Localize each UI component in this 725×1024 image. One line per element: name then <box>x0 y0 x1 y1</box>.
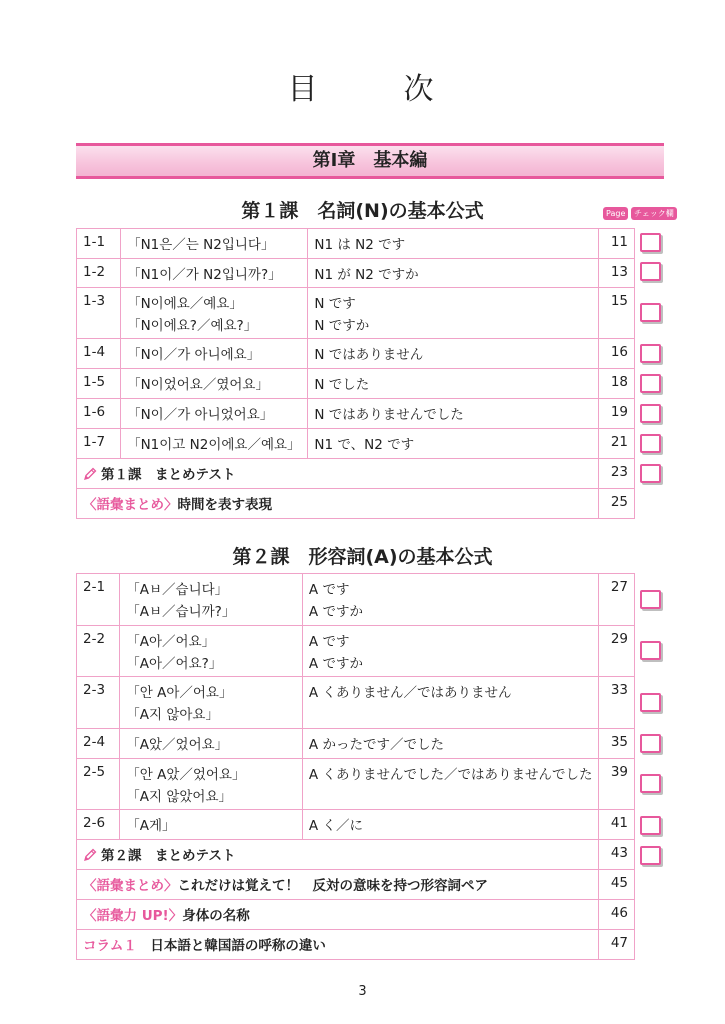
check-box[interactable] <box>640 404 661 423</box>
table-row[interactable] <box>77 229 635 259</box>
entry-meaning: N1 が N2 ですか <box>308 259 599 288</box>
entry-pattern: 「A게」 <box>120 810 303 840</box>
table-row[interactable] <box>77 288 635 339</box>
entry-meaning: A くありません／ではありません <box>302 677 599 729</box>
entry-pattern: 「Aㅂ／습니다」 「Aㅂ／습니까?」 <box>120 574 303 626</box>
table-row[interactable] <box>77 759 635 810</box>
check-box[interactable] <box>640 641 661 660</box>
pencil-icon <box>83 467 97 481</box>
summary-test-entry: 第１課 まとめテスト <box>77 459 599 489</box>
entry-page: 45 <box>599 870 635 900</box>
check-box[interactable] <box>640 374 661 393</box>
entry-number: 1-3 <box>77 288 121 339</box>
entry-pattern: 「N1이고 N2이에요／예요」 <box>121 429 308 459</box>
entry-number: 2-4 <box>77 729 120 759</box>
check-box[interactable] <box>640 816 661 835</box>
chapter-heading: 第Ⅰ章 基本編 <box>76 143 664 179</box>
entry-page: 39 <box>599 759 635 810</box>
extra-entry: 〈語彙力 UP!〉身体の名称 <box>77 900 599 930</box>
entry-page: 18 <box>598 369 634 399</box>
entry-page: 16 <box>598 339 634 369</box>
entry-number: 2-6 <box>77 810 120 840</box>
table-row[interactable] <box>77 930 635 960</box>
entry-number: 1-4 <box>77 339 121 369</box>
table-row[interactable] <box>77 429 635 459</box>
check-box[interactable] <box>640 464 661 483</box>
entry-page: 23 <box>598 459 634 489</box>
table-row[interactable] <box>77 677 635 729</box>
check-box[interactable] <box>640 233 661 252</box>
entry-number: 2-1 <box>77 574 120 626</box>
entry-number: 2-3 <box>77 677 120 729</box>
check-box[interactable] <box>640 434 661 453</box>
page-title-right: 次 <box>403 72 438 107</box>
extra-entry: 〈語彙まとめ〉時間を表す表現 <box>77 489 599 519</box>
check-column-tag: チェック欄 <box>631 207 677 220</box>
extra-entry: 〈語彙まとめ〉これだけは覚えて！ 反対の意味を持つ形容詞ペア <box>77 870 599 900</box>
table-row[interactable] <box>77 840 635 870</box>
table-row[interactable] <box>77 810 635 840</box>
lesson2-toc-table <box>76 573 635 960</box>
entry-page: 11 <box>598 229 634 259</box>
entry-pattern: 「안 A아／어요」 「A지 않아요」 <box>120 677 303 729</box>
entry-meaning: N1 は N2 です <box>308 229 599 259</box>
entry-number: 1-7 <box>77 429 121 459</box>
entry-meaning: A くありませんでした／ではありませんでした <box>302 759 599 810</box>
entry-meaning: A く／に <box>302 810 599 840</box>
entry-page: 33 <box>599 677 635 729</box>
entry-pattern: 「A았／었어요」 <box>120 729 303 759</box>
table-row[interactable] <box>77 870 635 900</box>
entry-meaning: A です A ですか <box>302 626 599 677</box>
entry-page: 41 <box>599 810 635 840</box>
table-row[interactable] <box>77 574 635 626</box>
entry-meaning: N です N ですか <box>308 288 599 339</box>
entry-pattern: 「N1이／가 N2입니까?」 <box>121 259 308 288</box>
table-row[interactable] <box>77 489 635 519</box>
lesson2-title: 第２課 形容詞(A)の基本公式 <box>232 546 493 568</box>
entry-pattern: 「A아／어요」 「A아／어요?」 <box>120 626 303 677</box>
entry-number: 2-2 <box>77 626 120 677</box>
check-box[interactable] <box>640 846 661 865</box>
entry-page: 13 <box>598 259 634 288</box>
table-row[interactable] <box>77 369 635 399</box>
entry-page: 46 <box>599 900 635 930</box>
check-box[interactable] <box>640 344 661 363</box>
check-box[interactable] <box>640 262 661 281</box>
check-box[interactable] <box>640 590 661 609</box>
entry-meaning: N ではありませんでした <box>308 399 599 429</box>
entry-pattern: 「N1은／는 N2입니다」 <box>121 229 308 259</box>
entry-page: 21 <box>598 429 634 459</box>
entry-number: 1-2 <box>77 259 121 288</box>
pencil-icon <box>83 848 97 862</box>
entry-page: 29 <box>599 626 635 677</box>
entry-number: 1-6 <box>77 399 121 429</box>
check-box[interactable] <box>640 693 661 712</box>
entry-meaning: A です A ですか <box>302 574 599 626</box>
entry-pattern: 「N이었어요／였어요」 <box>121 369 308 399</box>
entry-meaning: N ではありません <box>308 339 599 369</box>
entry-page: 15 <box>598 288 634 339</box>
check-box[interactable] <box>640 303 661 322</box>
table-row[interactable] <box>77 399 635 429</box>
page-title-left: 目 <box>287 72 322 107</box>
entry-pattern: 「N이에요／예요」 「N이에요?／예요?」 <box>121 288 308 339</box>
entry-pattern: 「N이／가 아니었어요」 <box>121 399 308 429</box>
check-box[interactable] <box>640 774 661 793</box>
table-row[interactable] <box>77 729 635 759</box>
entry-page: 35 <box>599 729 635 759</box>
page-column-tag: Page <box>603 207 628 220</box>
entry-page: 43 <box>599 840 635 870</box>
page-title <box>0 64 725 108</box>
page-number: 3 <box>358 984 367 999</box>
table-row[interactable] <box>77 259 635 288</box>
entry-meaning: N1 で、N2 です <box>308 429 599 459</box>
entry-page: 27 <box>599 574 635 626</box>
entry-pattern: 「안 A았／었어요」 「A지 않았어요」 <box>120 759 303 810</box>
entry-number: 2-5 <box>77 759 120 810</box>
entry-page: 25 <box>598 489 634 519</box>
entry-number: 1-1 <box>77 229 121 259</box>
entry-meaning: A かったです／でした <box>302 729 599 759</box>
entry-meaning: N でした <box>308 369 599 399</box>
table-row[interactable] <box>77 459 635 489</box>
table-row[interactable] <box>77 900 635 930</box>
table-row[interactable] <box>77 626 635 677</box>
summary-test-entry: 第２課 まとめテスト <box>77 840 599 870</box>
entry-page: 19 <box>598 399 634 429</box>
lesson1-toc-table <box>76 228 635 519</box>
entry-pattern: 「N이／가 아니에요」 <box>121 339 308 369</box>
extra-entry: コラム１ 日本語と韓国語の呼称の違い <box>77 930 599 960</box>
lesson1-title: 第１課 名詞(N)の基本公式 <box>241 200 484 222</box>
entry-page: 47 <box>599 930 635 960</box>
table-row[interactable] <box>77 339 635 369</box>
entry-number: 1-5 <box>77 369 121 399</box>
check-box[interactable] <box>640 734 661 753</box>
